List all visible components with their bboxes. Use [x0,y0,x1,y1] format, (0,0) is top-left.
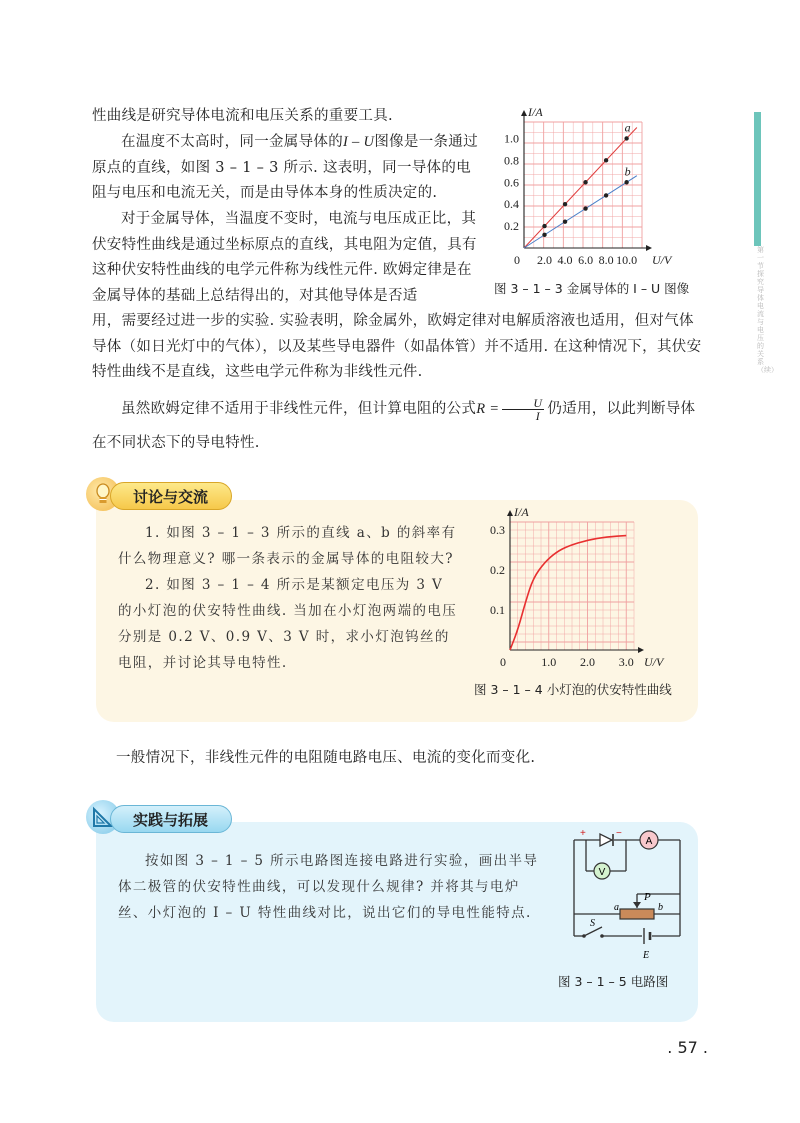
series-line-a [524,127,637,248]
data-point-b [604,193,608,197]
series-label-b: b [624,164,631,179]
rheostat-end-b: b [658,902,663,913]
data-point-a [604,158,608,162]
paragraph-3a: 对于金属导体，当温度不变时，电流与电压成正比，其伏安特性曲线是通过坐标原点的直线，其电阻为定值，具有这种伏安特性曲线的电学元件称为线性元件. 欧姆定律是在金属导体的基础上总结得出的，对其他导体是否适 [92,211,477,304]
x-tick-label: 2.0 [580,655,595,669]
y-axis-label: I/A [514,506,529,519]
y-tick-label: 0.4 [504,197,519,212]
paragraph-5: 一般情况下，非线性元件的电阻随电路电压、电流的变化而变化. [116,750,536,766]
rheostat-end-a: a [614,902,619,913]
practice-text: 按如图 3 – 1 – 5 所示电路图连接电路进行实验，画出半导体二极管的伏安特性曲线，可以发现什么规律? 并将其与电炉丝、小灯泡的 I – U 特性曲线对比，说出它们的导电性能特点. [118,853,539,921]
chapter-side-tab [754,112,761,246]
data-point-b [583,206,587,210]
discussion-question-2: 2. 如图 3 – 1 – 4 所示是某额定电压为 3 V 的小灯泡的伏安特性曲线. 当加在小灯泡两端的电压分别是 0.2 V、0.9 V、3 V 时，求小灯泡钨丝的电阻，并讨论其导电特性. [118,577,458,671]
y-axis-arrow [507,510,513,516]
data-point-b [542,233,546,237]
y-tick-label: 0.2 [490,563,505,577]
iu-symbol: I – U [343,134,375,150]
figure-3-1-5-circuit [558,826,698,966]
switch-contact [600,934,604,938]
x-tick-label: 6.0 [578,253,594,267]
data-point-b [624,180,628,184]
x-tick-label: 10.0 [616,253,638,267]
y-tick-label: 0.2 [504,219,519,234]
x-tick-label: 2.0 [537,253,553,267]
y-tick-label: 0.1 [490,603,505,617]
x-tick-label: 3.0 [618,655,634,669]
voltmeter-label: V [598,867,606,878]
chapter-side-text: 第一节 探究导体电流与电压的关系（续） [757,246,778,374]
figure-3-1-5-caption: 图 3 – 1 – 5 电路图 [558,974,669,989]
formula-fraction: $\frac{U}{I}$ [502,397,544,422]
y-tick-label: 1.0 [504,131,519,146]
switch-pivot [582,934,586,938]
slider-label: P [644,891,651,903]
x-axis-arrow [646,245,652,251]
figure-3-1-3-caption: 图 3 – 1 – 3 金属导体的 I – U 图像 [494,281,690,296]
figure-3-1-4-caption: 图 3 – 1 – 4 小灯泡的伏安特性曲线 [474,682,672,697]
paragraph-4: 虽然欧姆定律不适用于非线性元件，但计算电阻的公式R = $\frac{U}{I}$ 仍适用，以此判断导体在不同状态下的导电特性. [92,395,696,451]
paragraph-2: 在温度不太高时，同一金属导体的I – U图像是一条通过原点的直线，如图 3 – 1 – 3 所示. 这表明，同一导体的电阻与电压和电流无关，而是由导体本身的性质决定的. [92,134,478,201]
plus-label: + [580,828,586,839]
y-tick-label: 0.3 [490,523,505,537]
series-curve-lamp [510,536,626,650]
y-tick-label: 0.8 [504,153,519,168]
formula-r: R = [476,401,500,417]
rheostat-icon [620,909,654,919]
discussion-question-1: 1. 如图 3 – 1 – 3 所示的直线 a、b 的斜率有什么物理意义? 哪一条表示的金属导体的电阻较大? [118,525,457,567]
figure-3-1-3-chart [488,100,708,278]
x-tick-label: 1.0 [541,655,557,669]
series-label-a: a [624,120,631,135]
battery-label: E [643,950,650,961]
x-tick-label: 0 [514,253,520,267]
x-tick-label: 8.0 [598,253,614,267]
x-tick-label: 4.0 [557,253,573,267]
figure-3-1-4-chart [462,506,688,672]
diode-symbol [600,834,613,846]
data-point-a [563,202,567,206]
discussion-title: 讨论与交流 [110,482,232,510]
series-line-b [524,176,637,248]
x-axis-label: U/V [652,253,672,267]
practice-title: 实践与拓展 [110,805,232,833]
x-tick-label: 0 [500,655,506,669]
data-point-b [563,220,567,224]
ammeter-label: A [645,836,653,847]
y-axis-label: I/A [528,105,543,119]
data-point-a [583,180,587,184]
x-axis-label: U/V [644,655,664,669]
slider-arrow-icon [633,902,641,908]
switch-label: S [590,918,595,929]
data-point-a [624,136,628,140]
page-number: . 57 . [667,1038,708,1057]
minus-label: − [616,828,622,839]
x-axis-arrow [638,647,644,653]
y-tick-label: 0.6 [504,175,519,190]
paragraph-1: 性曲线是研究导体电流和电压关系的重要工具. [92,108,393,124]
data-point-a [542,224,546,228]
paragraph-3b: 用，需要经过进一步的实验. 实验表明，除金属外，欧姆定律对电解质溶液也适用，但对气体导体（如日光灯中的气体），以及某些导电器件（如晶体管）并不适用. 在这种情况下，其伏安特性曲线不是直线，这些电学元件称为非线性元件. [92,313,702,380]
y-axis-arrow [521,110,527,116]
